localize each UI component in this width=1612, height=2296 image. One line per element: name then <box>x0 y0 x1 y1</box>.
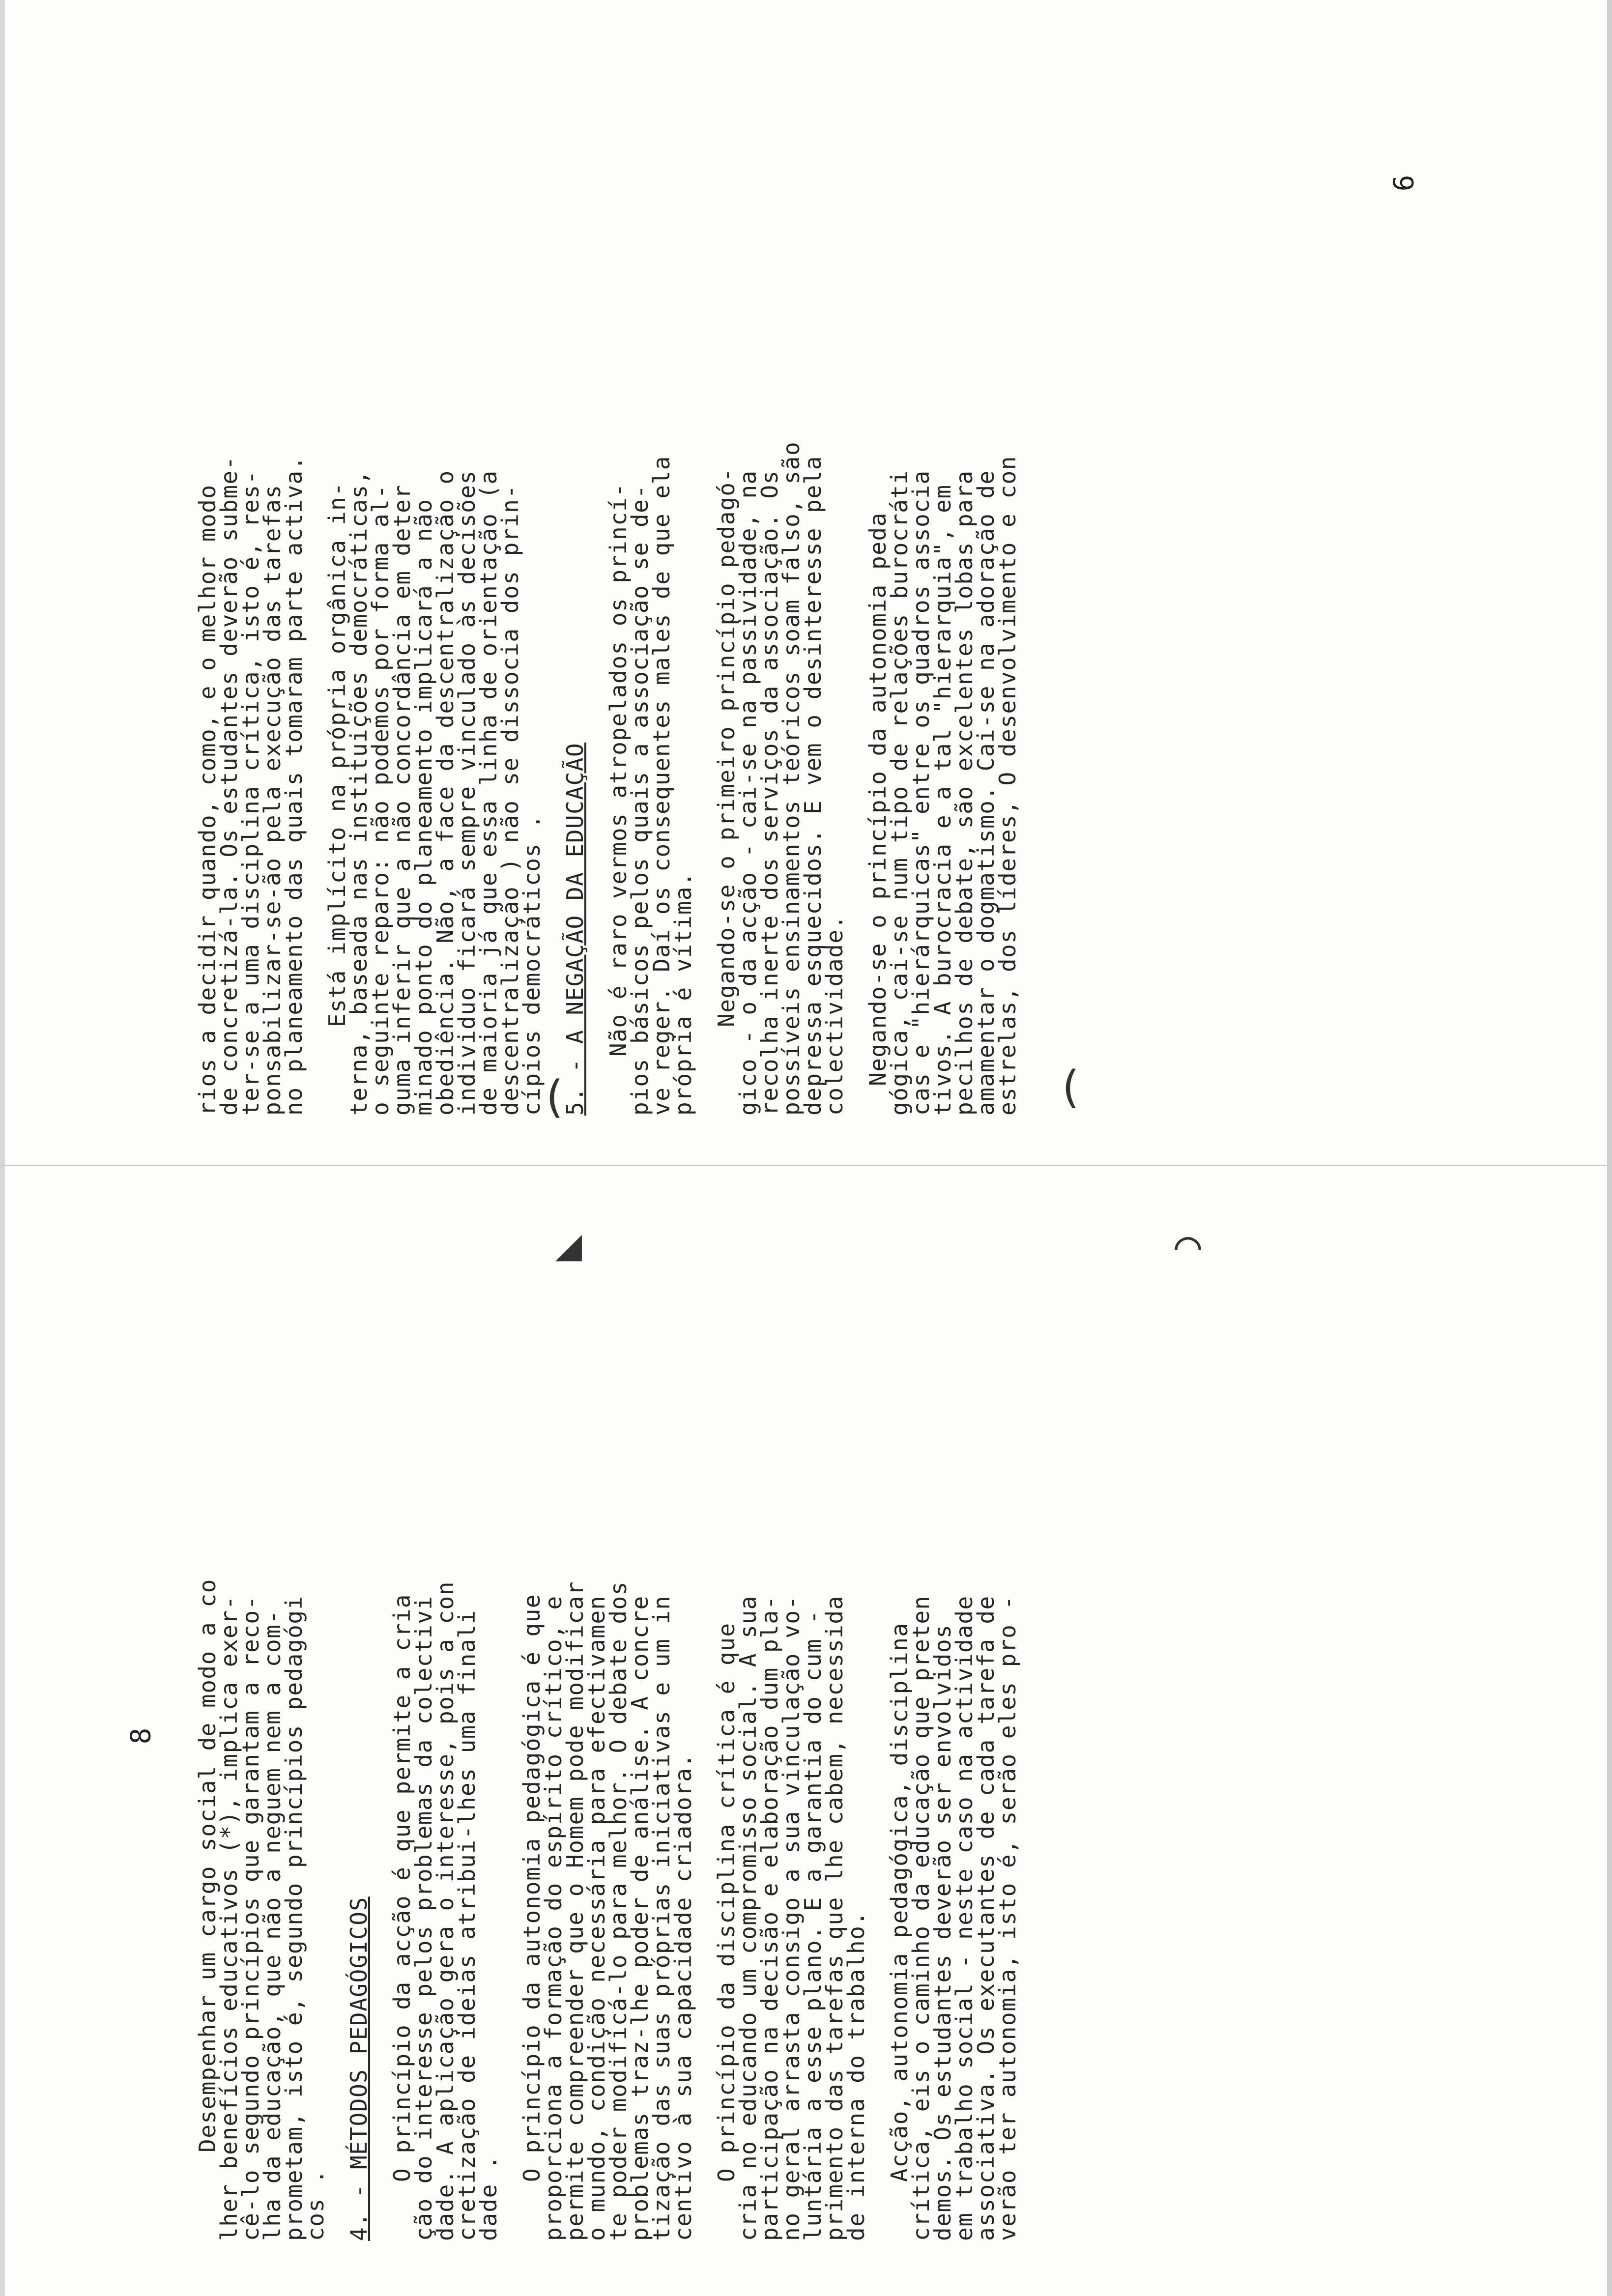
section-5-paragraph-1: Não é raro vermos atropelados os princí- pios básicos pelos quais a associação se de- ve reger. Daí os consequentes males de que ela própria é vítima. <box>605 456 696 1116</box>
section-4-title: 4. - MÉTODOS PEDAGÓGICOS <box>345 1896 372 2241</box>
section-4-paragraph-3: O princípio da disciplina crítica é que cria no educando um compromisso social. A sua participação na decisão e elaboração dum pla- no geral arrasta consigo a sua vinculação vo- luntária a esse plano. E a garantia do cum - primento das tarefas que lhe cabem, necessida de interna do trabalho. <box>713 1595 869 2241</box>
upper-paragraph-1: rios a decidir quando, como, e o melhor modo de concretizá-la. Os estudantes deverão subme- ter-se a uma disciplina crítica, isto é, res- ponsabilizar-se-ão pela execução das tarefas no planeamento das quais tomaram parte activa. <box>194 456 307 1116</box>
section-5-title: 5. - A NEGAÇÃO DA EDUCAÇÃO <box>562 742 588 1116</box>
lower-paragraph-1: Desempenhar um cargo social de modo a co lher benefícios educativos (*), implica exer- cê-lo segundo princípios que garantam a reco- lha da educação, que não a neguem nem a com- prometam, isto é, segundo princípios pedagógi cos . <box>194 1578 329 2241</box>
page-number-upper: 6 <box>1388 174 1420 192</box>
section-5-paragraph-3: Negando-se o princípio da autonomia peda gógica, cai-se num tipo de relações burocráti cas e "hierárquicas" entre os quadros associa tivos. A burocracia e a tal "hierarquia", em pecilhos de debate, são excelentes lobas para amamentar o dogmatismo. Cai-se na adoração de estrelas, dos líderes, O desenvolvimento e con <box>864 456 1021 1116</box>
upper-paragraph-2: Está implícito na própria orgânica in- terna, baseada nas instituições democráticas, o seguinte reparo: não podemos por forma al- guma inferir que a não concordância em deter minado ponto do planeamento implicará a não obediência. Não, a face da descentralização o individuo ficará sempre vinculado às decisões de maioria já que essa linha de orientação (a descentralização ) não se dissocia dos prin- cípios democráticos . <box>324 470 545 1116</box>
page-number-lower: 8 <box>125 1727 157 1745</box>
section-4-paragraph-4: Acção, autonomia pedagógica, disciplina crítica, eis o caminho da educação que preten demos. Os estudantes deverão ser envolvidos em trabalho social - neste caso na actividade associativa. Os executantes de cada tarefa de verão ter autonomia, isto é, serão eles pro - <box>886 1595 1021 2241</box>
binder-hole-mark-icon: ( <box>541 1071 568 1123</box>
upper-page <box>194 113 1524 1116</box>
page-fold-line <box>0 1165 1612 1166</box>
section-4-paragraph-1: O princípio da acção é que permite a cria ção do interesse pelos problemas da colectivi dade. A aplicação gera o interesse, pois a con cretização de ideias atribui-lhes uma finali dade . <box>389 1581 502 2241</box>
ink-smudge-icon: ◢ <box>555 1219 582 1270</box>
section-5-paragraph-2: Negando-se o primeiro princípio pedagó- gico - o da acção - cai-se na passividade, na recolha inerte dos serviços da associação. Os possíveis ensinamentos teóricos soam falso, são depressa esquecidos. E vem o desinteresse pela colectividade. <box>713 441 848 1116</box>
binder-hole-mark-icon: ⌒ <box>1175 1219 1202 1270</box>
lower-page <box>194 1238 1524 2241</box>
binder-hole-mark-icon: ( <box>1057 1062 1084 1113</box>
section-4-paragraph-2: O princípio da autonomia pedagógica é que proporciona a formação do espírito crítico, e permite compreender que o Homem pode modificar o mundo, condição necessária para efectivamen te poder modificá-lo para melhor. O debate dos problemas traz-lhe poder de análise. A concre tização das suas próprias iniciativas e um in centivo à sua capacidade criadora. <box>518 1581 696 2241</box>
scan-right-edge <box>1607 0 1612 2296</box>
scan-left-edge <box>0 0 5 2296</box>
